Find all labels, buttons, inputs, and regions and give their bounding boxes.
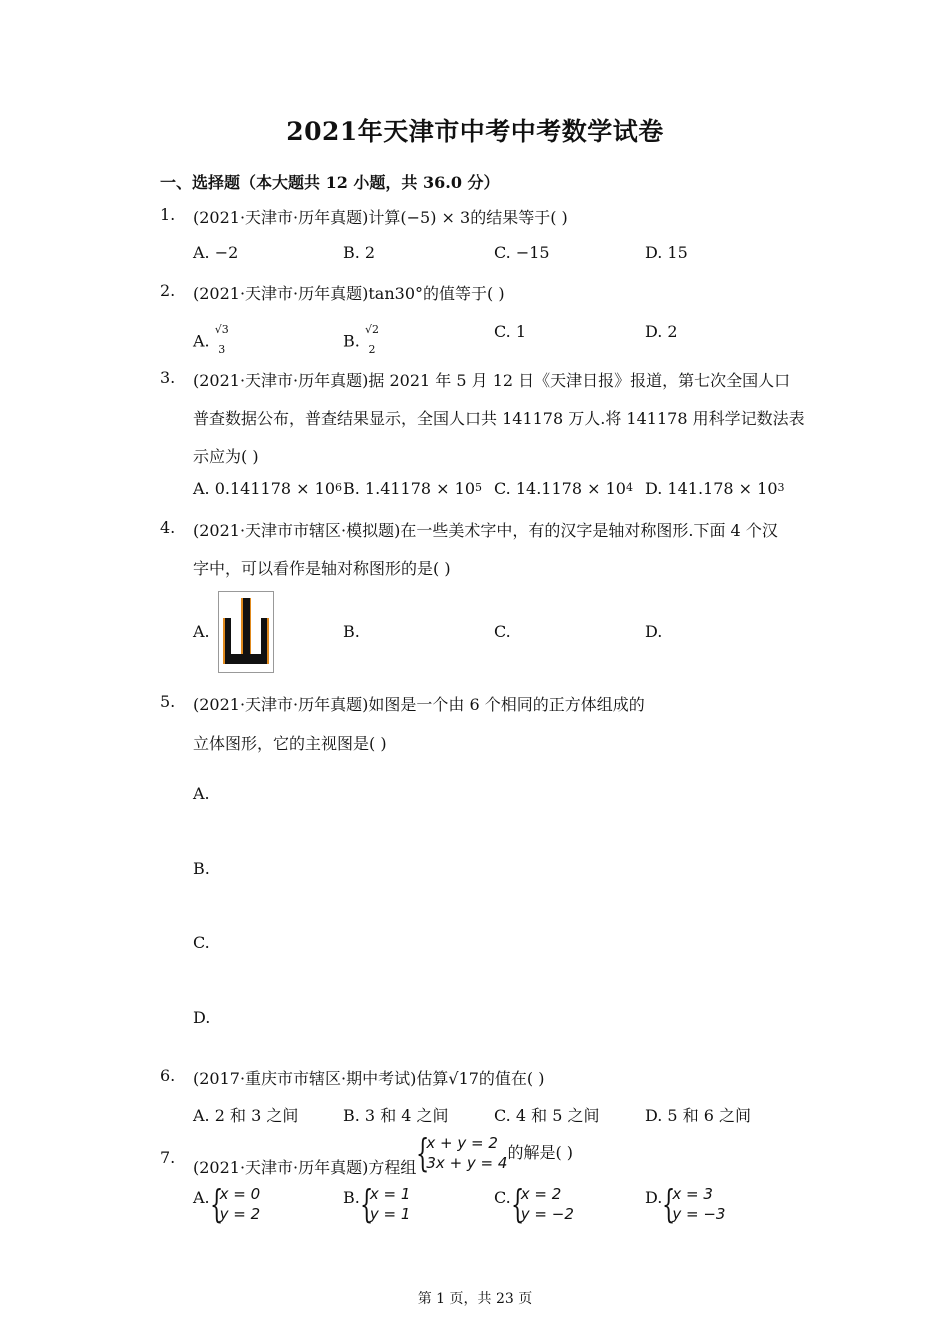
option-label: D. 141.178 × 10 bbox=[645, 479, 778, 498]
option-c bbox=[494, 479, 633, 498]
question-text-line: (2021·天津市·历年真题)据 2021 年 5 月 12 日《天津日报》报道，第七次全国人口 bbox=[193, 371, 791, 390]
question-text-post: 的解是( ) bbox=[507, 1142, 574, 1162]
question-text: (2017·重庆市市辖区·期中考试)估算√17的值在( ) bbox=[193, 1069, 545, 1088]
option-label: B. 1.41178 × 10 bbox=[343, 479, 476, 498]
option-d: D. bbox=[645, 622, 663, 641]
option-b: B. 3 和 4 之间 bbox=[343, 1106, 449, 1125]
question-number: 3. bbox=[160, 368, 176, 387]
option-d bbox=[645, 479, 785, 498]
option-a: A. bbox=[193, 784, 210, 803]
equation-system: { x = 3 y = −3 bbox=[662, 1182, 726, 1226]
question-number: 4. bbox=[160, 518, 176, 537]
question-text-line: 普查数据公布，普查结果显示，全国人口共 141178 万人.将 141178 用科学记数法表 bbox=[193, 409, 805, 428]
option-d bbox=[645, 1184, 725, 1224]
option-a: A. 2 和 3 之间 bbox=[193, 1106, 299, 1125]
fraction bbox=[365, 320, 379, 360]
option-c: C. 1 bbox=[494, 322, 527, 341]
option-label: B. bbox=[343, 1187, 360, 1207]
question-number: 6. bbox=[160, 1066, 176, 1085]
question-text-pre: (2021·天津市·历年真题)方程组 bbox=[193, 1157, 417, 1177]
option-b bbox=[343, 322, 379, 362]
question-text bbox=[193, 1131, 574, 1177]
fraction-denominator: 3 bbox=[218, 343, 226, 356]
equation-system: { x = 0 y = 2 bbox=[209, 1182, 261, 1226]
equation-line: x + y = 2 bbox=[426, 1134, 498, 1152]
option-c: C. bbox=[193, 933, 210, 952]
equation-line: x = 0 bbox=[219, 1185, 261, 1203]
option-label: C. 14.1178 × 10 bbox=[494, 479, 626, 498]
question-text-line: 示应为( ) bbox=[193, 447, 259, 466]
fraction-numerator: √2 bbox=[364, 323, 379, 336]
question-number: 2. bbox=[160, 281, 176, 300]
question-text-line: 字中，可以看作是轴对称图形的是( ) bbox=[193, 559, 451, 578]
question-number: 1. bbox=[160, 205, 176, 224]
equation-system: { x + y = 2 3x + y = 4 bbox=[416, 1131, 508, 1175]
equation-line: x = 2 bbox=[520, 1185, 562, 1203]
equation-line: x = 1 bbox=[369, 1185, 411, 1203]
option-label: C. bbox=[494, 1187, 511, 1207]
option-c bbox=[494, 1184, 574, 1224]
option-a: A. −2 bbox=[193, 243, 239, 262]
question-text-line: (2021·天津市·历年真题)如图是一个由 6 个相同的正方体组成的 bbox=[193, 695, 645, 714]
question-text: (2021·天津市·历年真题)计算(−5) × 3的结果等于( ) bbox=[193, 208, 568, 227]
equation-line: y = −3 bbox=[672, 1205, 726, 1223]
option-label: A. bbox=[193, 331, 210, 351]
option-label: D. bbox=[645, 1187, 663, 1207]
option-c: C. 4 和 5 之间 bbox=[494, 1106, 600, 1125]
question-text-line: (2021·天津市市辖区·模拟题)在一些美术字中，有的汉字是轴对称图形.下面 4 个汉 bbox=[193, 521, 778, 540]
option-a bbox=[193, 322, 229, 362]
equation-line: y = 2 bbox=[219, 1205, 261, 1223]
option-a bbox=[193, 1184, 260, 1224]
option-d: D. 15 bbox=[645, 243, 688, 262]
equation-system: { x = 2 y = −2 bbox=[510, 1182, 574, 1226]
exponent: 5 bbox=[475, 481, 483, 494]
option-b bbox=[343, 1184, 410, 1224]
option-d: D. 5 和 6 之间 bbox=[645, 1106, 752, 1125]
option-b: B. 2 bbox=[343, 243, 376, 262]
exponent: 3 bbox=[777, 481, 785, 494]
option-c: C. bbox=[494, 622, 511, 641]
equation-line: y = 1 bbox=[369, 1205, 411, 1223]
question-number: 7. bbox=[160, 1148, 176, 1167]
page-title: 2021年天津市中考中考数学试卷 bbox=[286, 117, 664, 146]
option-b bbox=[343, 479, 482, 498]
equation-system: { x = 1 y = 1 bbox=[359, 1182, 411, 1226]
option-d: D. bbox=[193, 1008, 211, 1027]
equation-line: y = −2 bbox=[520, 1205, 574, 1223]
option-b: B. bbox=[343, 622, 360, 641]
fraction-denominator: 2 bbox=[368, 343, 376, 356]
fraction bbox=[215, 320, 229, 360]
option-a bbox=[193, 479, 342, 498]
option-label: A. 0.141178 × 10 bbox=[193, 479, 336, 498]
option-a: A. bbox=[193, 622, 210, 641]
exponent: 4 bbox=[625, 481, 633, 494]
option-c: C. −15 bbox=[494, 243, 550, 262]
question-text: (2021·天津市·历年真题)tan30°的值等于( ) bbox=[193, 284, 505, 303]
question-text-line: 立体图形，它的主视图是( ) bbox=[193, 734, 387, 753]
shan-character-image bbox=[218, 591, 274, 673]
section-heading: 一、选择题（本大题共 12 小题，共 36.0 分） bbox=[160, 173, 500, 192]
option-b: B. bbox=[193, 859, 210, 878]
exponent: 6 bbox=[335, 481, 343, 494]
option-label: B. bbox=[343, 331, 360, 351]
question-number: 5. bbox=[160, 692, 176, 711]
option-label: A. bbox=[193, 1187, 210, 1207]
option-d: D. 2 bbox=[645, 322, 678, 341]
equation-line: 3x + y = 4 bbox=[426, 1154, 508, 1172]
equation-line: x = 3 bbox=[672, 1185, 713, 1203]
page-footer: 第 1 页，共 23 页 bbox=[417, 1291, 533, 1307]
fraction-numerator: √3 bbox=[214, 323, 229, 336]
